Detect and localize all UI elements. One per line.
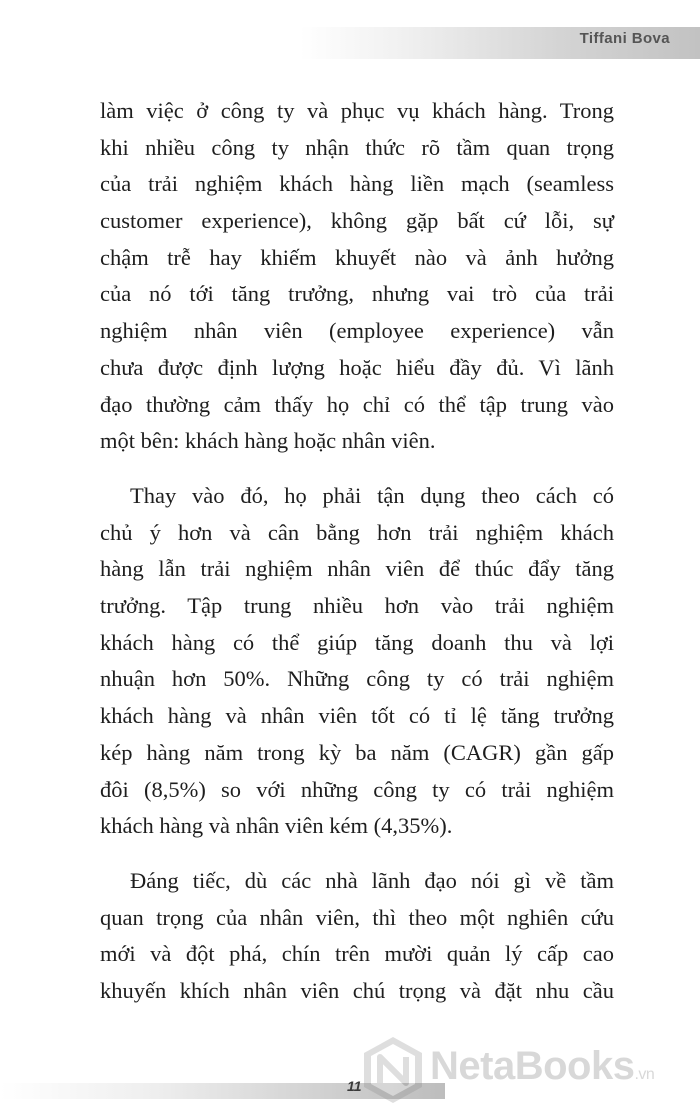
text-line: khách hàng và nhân viên kém (4,35%). — [100, 813, 453, 839]
text-line: đôi (8,5%) so với những công ty có trải nghiệm — [100, 776, 614, 802]
text-line: chậm trễ hay khiếm khuyết nào và ảnh hưởng — [100, 244, 614, 270]
text-line: nghiệm nhân viên (employee experience) vẫn — [100, 318, 614, 344]
running-header-author: Tiffani Bova — [579, 30, 670, 47]
watermark-name: NetaBooks — [430, 1044, 635, 1088]
text-line: của trải nghiệm khách hàng liền mạch (seamless — [100, 171, 614, 197]
text-line: Đáng tiếc, dù các nhà lãnh đạo nói gì về tầm — [130, 868, 614, 893]
text-line: của nó tới tăng trưởng, nhưng vai trò của trải — [100, 281, 614, 307]
text-line: đạo thường cảm thấy họ chỉ có thể tập trung vào — [100, 391, 614, 417]
text-line: nhuận hơn 50%. Những công ty có trải nghiệm — [100, 666, 614, 692]
text-line: khuyến khích nhân viên chú trọng và đặt nhu cầu — [100, 978, 614, 1004]
text-line: Thay vào đó, họ phải tận dụng theo cách có — [130, 483, 614, 508]
page-number: 11 — [347, 1078, 362, 1094]
text-line: khi nhiều công ty nhận thức rõ tầm quan trọng — [100, 134, 614, 160]
netabooks-logo-icon — [360, 1034, 426, 1106]
text-line: chủ ý hơn và cân bằng hơn trải nghiệm khách — [100, 519, 614, 545]
text-line: chưa được định lượng hoặc hiểu đầy đủ. Vì lãnh — [100, 354, 614, 380]
text-line: hàng lẫn trải nghiệm nhân viên để thúc đẩy tăng — [100, 556, 614, 582]
text-line: một bên: khách hàng hoặc nhân viên. — [100, 428, 436, 454]
text-line: khách hàng có thể giúp tăng doanh thu và lợi — [100, 629, 614, 655]
paragraph-3 — [100, 863, 614, 1010]
text-line: quan trọng của nhân viên, thì theo một nghiên cứu — [100, 904, 614, 930]
text-line: khách hàng và nhân viên tốt có tỉ lệ tăng trưởng — [100, 703, 614, 729]
text-line: làm việc ở công ty và phục vụ khách hàng. Trong — [100, 98, 614, 123]
text-line: trưởng. Tập trung nhiều hơn vào trải nghiệm — [100, 593, 614, 619]
text-line: kép hàng năm trong kỳ ba năm (CAGR) gần gấp — [100, 739, 614, 765]
text-line: customer experience), không gặp bất cứ lỗi, sự — [100, 208, 614, 234]
paragraph-1 — [100, 93, 614, 460]
text-line: mới và đột phá, chín trên mười quản lý cấp cao — [100, 941, 614, 967]
watermark-tld: .vn — [634, 1066, 655, 1083]
watermark-text — [430, 1044, 654, 1089]
netabooks-watermark — [360, 1030, 700, 1110]
paragraph-2 — [100, 478, 614, 845]
